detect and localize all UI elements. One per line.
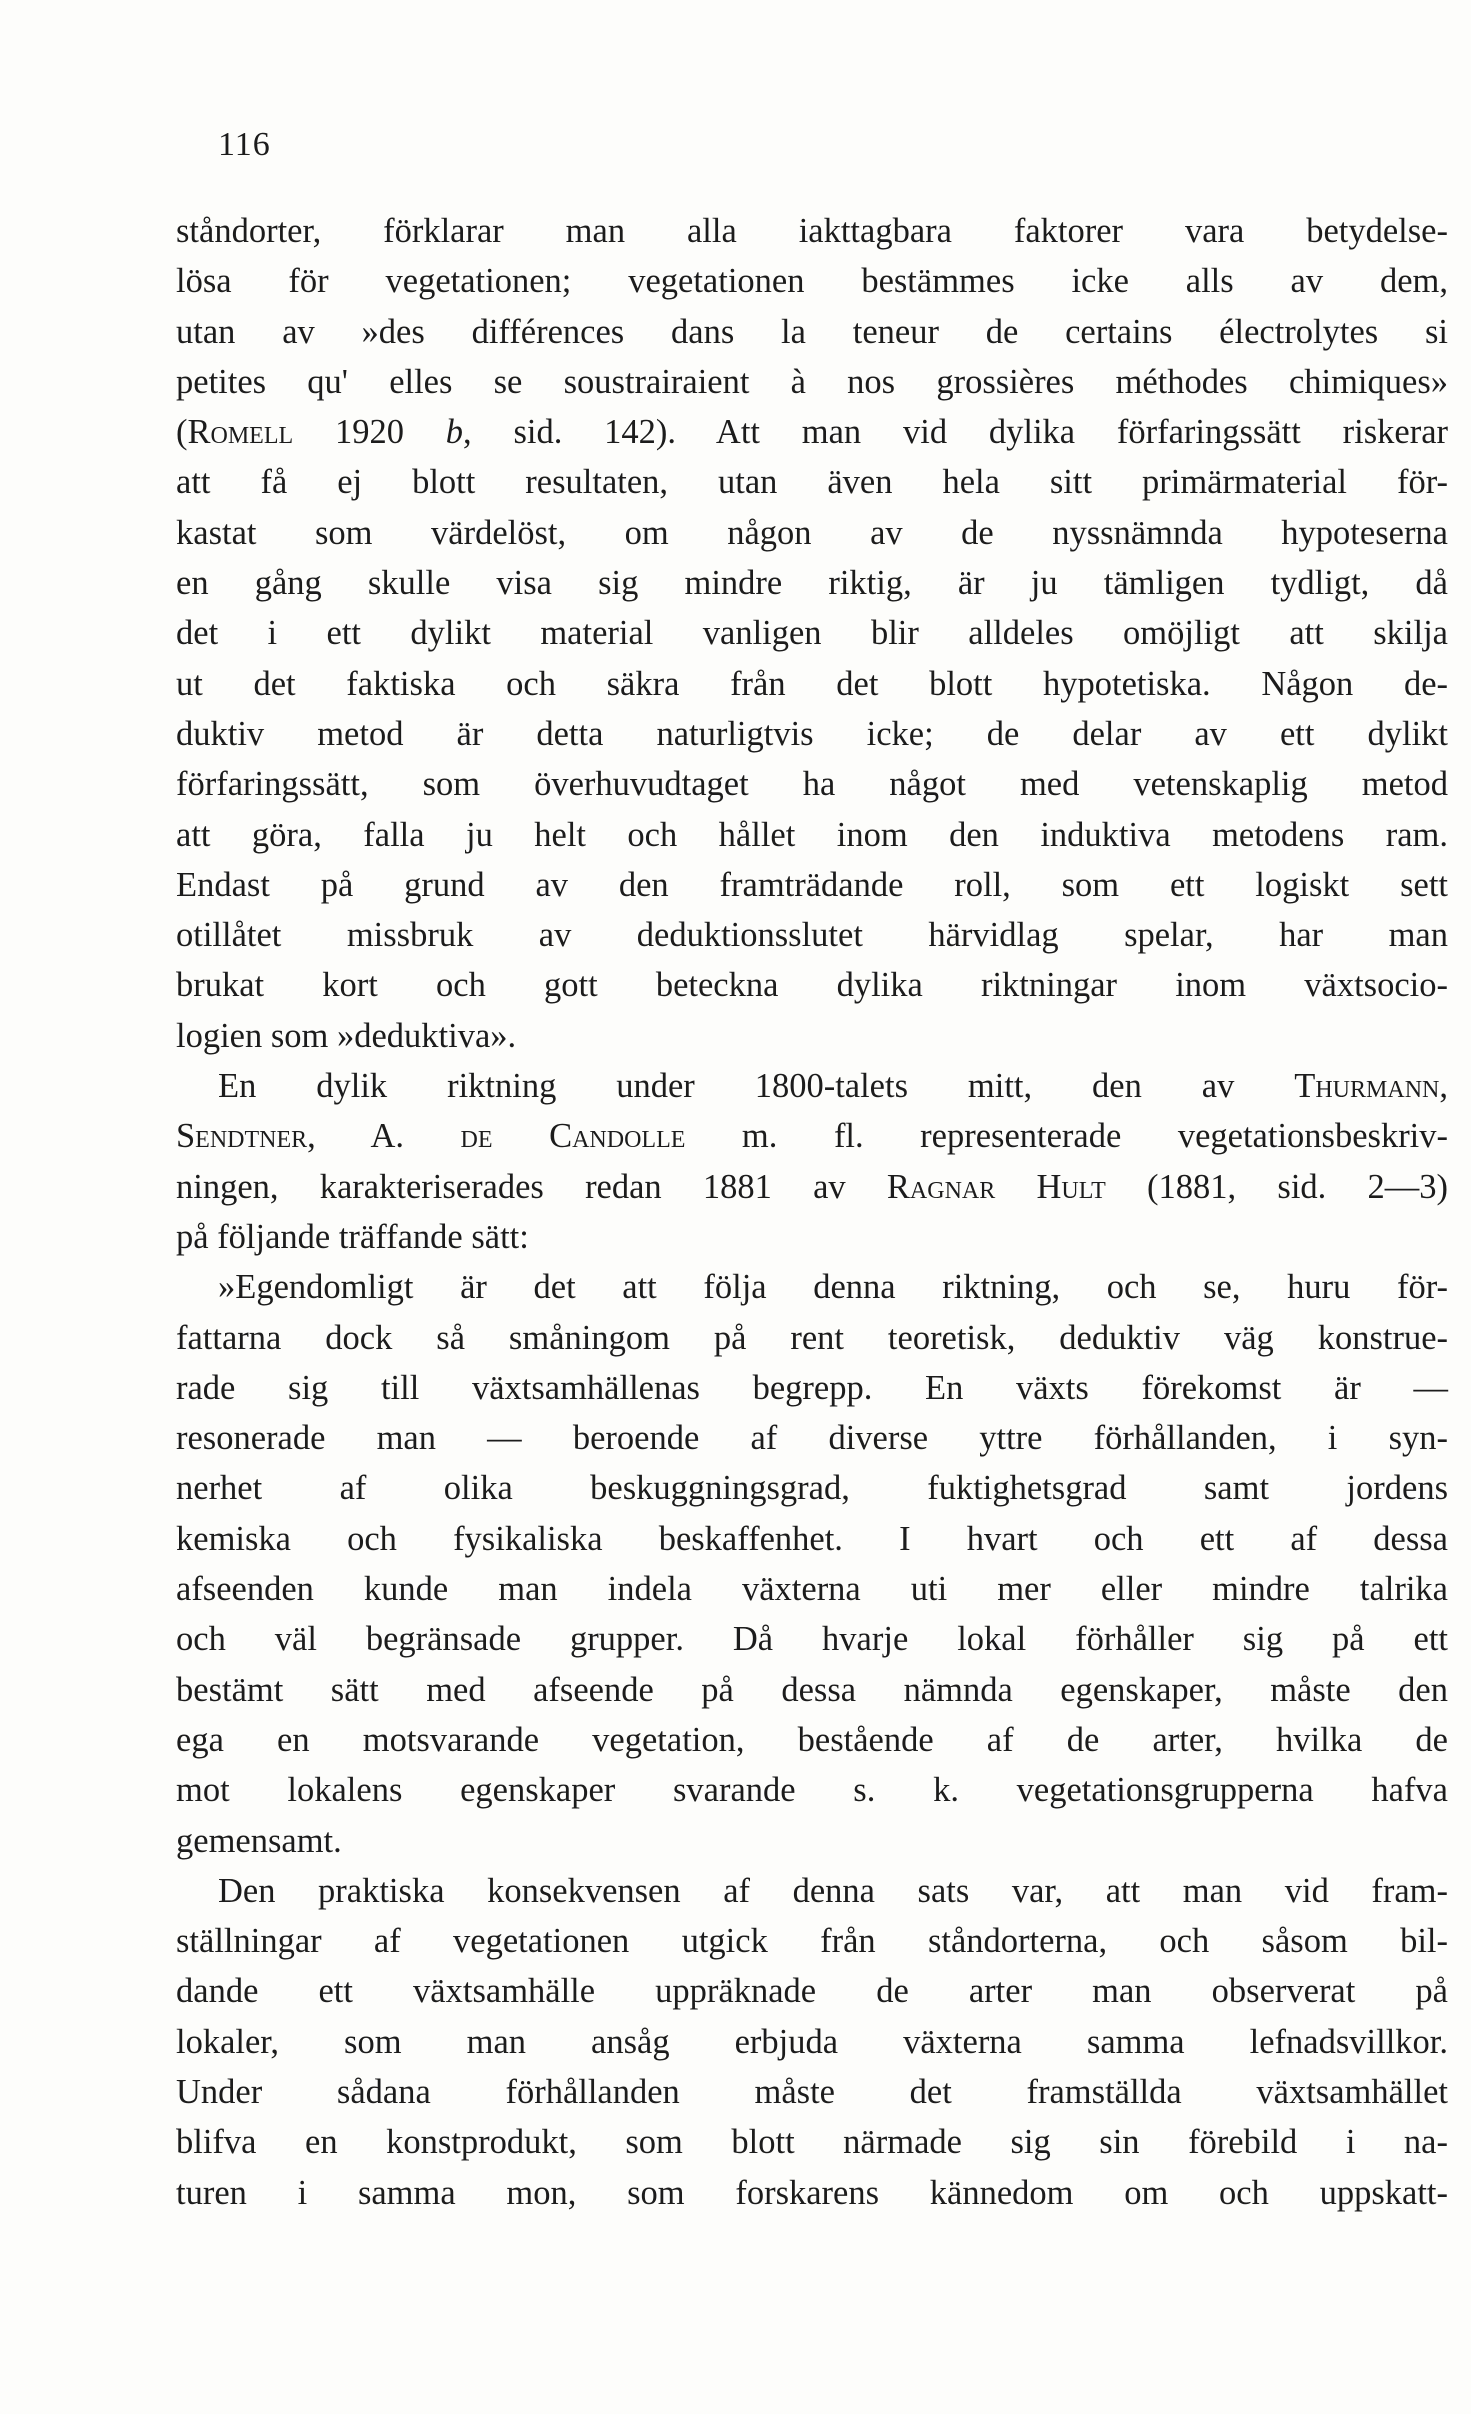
text-line — [176, 457, 1448, 507]
text-line — [176, 1916, 1448, 1966]
text-segment: duktiv metod är detta naturligtvis icke; de delar av ett dylikt — [176, 714, 1448, 753]
text-segment: att göra, falla ju helt och hållet inom den induktiva metodens ram. — [176, 815, 1448, 854]
text-segment: kemiska och fysikaliska beskaffenhet. I hvart och ett af dessa — [176, 1519, 1448, 1558]
text-segment: En dylik riktning under 1800-talets mitt, den av — [218, 1067, 1295, 1106]
text-segment: lösa för vegetationen; vegetationen bestämmes icke alls av dem, — [176, 262, 1448, 301]
text-line — [176, 1816, 1448, 1866]
text-segment: m. fl. representerade vegetationsbeskriv- — [685, 1117, 1449, 1156]
text-segment: 1920 — [293, 413, 446, 452]
text-line — [176, 1715, 1448, 1765]
text-line — [176, 1564, 1448, 1614]
text-line — [176, 1162, 1448, 1212]
text-segment: lokaler, som man ansåg erbjuda växterna samma lefnadsvillkor. — [176, 2022, 1448, 2061]
text-segment: rade sig till växtsamhällenas begrepp. En växts förekomst är — — [176, 1368, 1448, 1407]
text-line — [176, 860, 1448, 910]
text-segment: »Egendomligt är det att följa denna riktning, och se, huru för- — [218, 1268, 1448, 1307]
text-line — [176, 407, 1448, 457]
text-line — [176, 1313, 1448, 1363]
text-segment: ega en motsvarande vegetation, bestående af de arter, hvilka de — [176, 1720, 1448, 1759]
text-segment: , sid. 142). Att man vid dylika förfaringssätt riskerar — [463, 413, 1448, 452]
text-segment: de Candolle — [460, 1117, 686, 1156]
text-line — [176, 709, 1448, 759]
text-segment: bestämt sätt med afseende på dessa nämnda egenskaper, måste den — [176, 1670, 1448, 1709]
text-segment: Endast på grund av den framträdande roll, som ett logiskt sett — [176, 865, 1448, 904]
text-segment: petites qu' elles se soustrairaient à nos grossières méthodes chimiques» — [176, 362, 1448, 401]
text-segment: turen i samma mon, som forskarens kännedom om och uppskatt- — [176, 2173, 1448, 2212]
text-line — [176, 910, 1448, 960]
text-line — [176, 659, 1448, 709]
text-line — [176, 307, 1448, 357]
text-line — [176, 2168, 1448, 2218]
text-segment: brukat kort och gott beteckna dylika riktningar inom växtsocio- — [176, 966, 1448, 1005]
text-segment: kastat som värdelöst, om någon av de nyssnämnda hypoteserna — [176, 513, 1448, 552]
text-segment: resonerade man — beroende af diverse yttre förhållanden, i syn- — [176, 1419, 1448, 1458]
body-text — [176, 206, 1448, 2218]
text-line — [176, 256, 1448, 306]
text-segment: på följande träffande sätt: — [176, 1217, 529, 1256]
text-line — [176, 810, 1448, 860]
text-line — [176, 1011, 1448, 1061]
text-segment: utan av »des différences dans la teneur de certains électrolytes si — [176, 312, 1448, 351]
text-line — [176, 1866, 1448, 1916]
text-line — [176, 1514, 1448, 1564]
text-segment: Ragnar Hult — [886, 1167, 1106, 1206]
text-line — [176, 508, 1448, 558]
text-line — [176, 1061, 1448, 1111]
text-segment: Sendtner — [176, 1117, 308, 1156]
text-line — [176, 2117, 1448, 2167]
text-segment: , — [1439, 1067, 1448, 1106]
text-line — [176, 960, 1448, 1010]
text-segment: förfaringssätt, som överhuvudtaget ha något med vetenskaplig metod — [176, 765, 1448, 804]
text-line — [176, 759, 1448, 809]
text-line — [176, 1413, 1448, 1463]
text-line — [176, 1262, 1448, 1312]
text-segment: otillåtet missbruk av deduktionsslutet härvidlag spelar, har man — [176, 916, 1448, 955]
text-segment: ningen, karakteriserades redan 1881 av — [176, 1167, 887, 1206]
text-segment: ut det faktiska och säkra från det blott hypotetiska. Någon de- — [176, 664, 1448, 703]
text-line — [176, 206, 1448, 256]
text-segment: , A. — [307, 1117, 461, 1156]
text-segment: blifva en konstprodukt, som blott närmade sig sin förebild i na- — [176, 2123, 1448, 2162]
text-line — [176, 1665, 1448, 1715]
text-segment: mot lokalens egenskaper svarande s. k. vegetationsgrupperna hafva — [176, 1771, 1448, 1810]
text-line — [176, 357, 1448, 407]
text-segment: dande ett växtsamhälle uppräknade de arter man observerat på — [176, 1972, 1448, 2011]
page-number: 116 — [218, 126, 271, 163]
text-segment: att få ej blott resultaten, utan även hela sitt primärmaterial för- — [176, 463, 1448, 502]
text-segment: ståndorter, förklarar man alla iakttagbara faktorer vara betydelse- — [176, 212, 1448, 250]
text-segment: ställningar af vegetationen utgick från ståndorterna, och såsom bil- — [176, 1922, 1448, 1961]
text-line — [176, 1966, 1448, 2016]
text-line — [176, 2017, 1448, 2067]
text-segment: och väl begränsade grupper. Då hvarje lokal förhåller sig på ett — [176, 1620, 1448, 1659]
text-segment: Under sådana förhållanden måste det framställda växtsamhället — [176, 2072, 1448, 2111]
text-line — [176, 1111, 1448, 1161]
text-segment: Romell — [187, 413, 294, 452]
text-segment: ( — [176, 413, 188, 452]
text-line — [176, 1363, 1448, 1413]
text-segment: fattarna dock så småningom på rent teoretisk, deduktiv väg konstrue- — [176, 1318, 1448, 1357]
text-segment: Thurmann — [1294, 1067, 1440, 1106]
text-segment: b — [445, 413, 464, 452]
text-segment: en gång skulle visa sig mindre riktig, är ju tämligen tydligt, då — [176, 564, 1448, 603]
text-segment: det i ett dylikt material vanligen blir alldeles omöjligt att skilja — [176, 614, 1448, 653]
text-segment: gemensamt. — [176, 1821, 342, 1860]
text-segment: (1881, sid. 2—3) — [1105, 1167, 1448, 1206]
text-line — [176, 558, 1448, 608]
text-line — [176, 2067, 1448, 2117]
text-segment: Den praktiska konsekvensen af denna sats var, att man vid fram- — [218, 1871, 1448, 1910]
text-line — [176, 1463, 1448, 1513]
text-line — [176, 1765, 1448, 1815]
text-line — [176, 1212, 1448, 1262]
text-segment: nerhet af olika beskuggningsgrad, fuktighetsgrad samt jordens — [176, 1469, 1448, 1508]
text-segment: afseenden kunde man indela växterna uti mer eller mindre talrika — [176, 1570, 1448, 1609]
text-line — [176, 1614, 1448, 1664]
text-line — [176, 608, 1448, 658]
text-segment: logien som »deduktiva». — [176, 1016, 517, 1055]
